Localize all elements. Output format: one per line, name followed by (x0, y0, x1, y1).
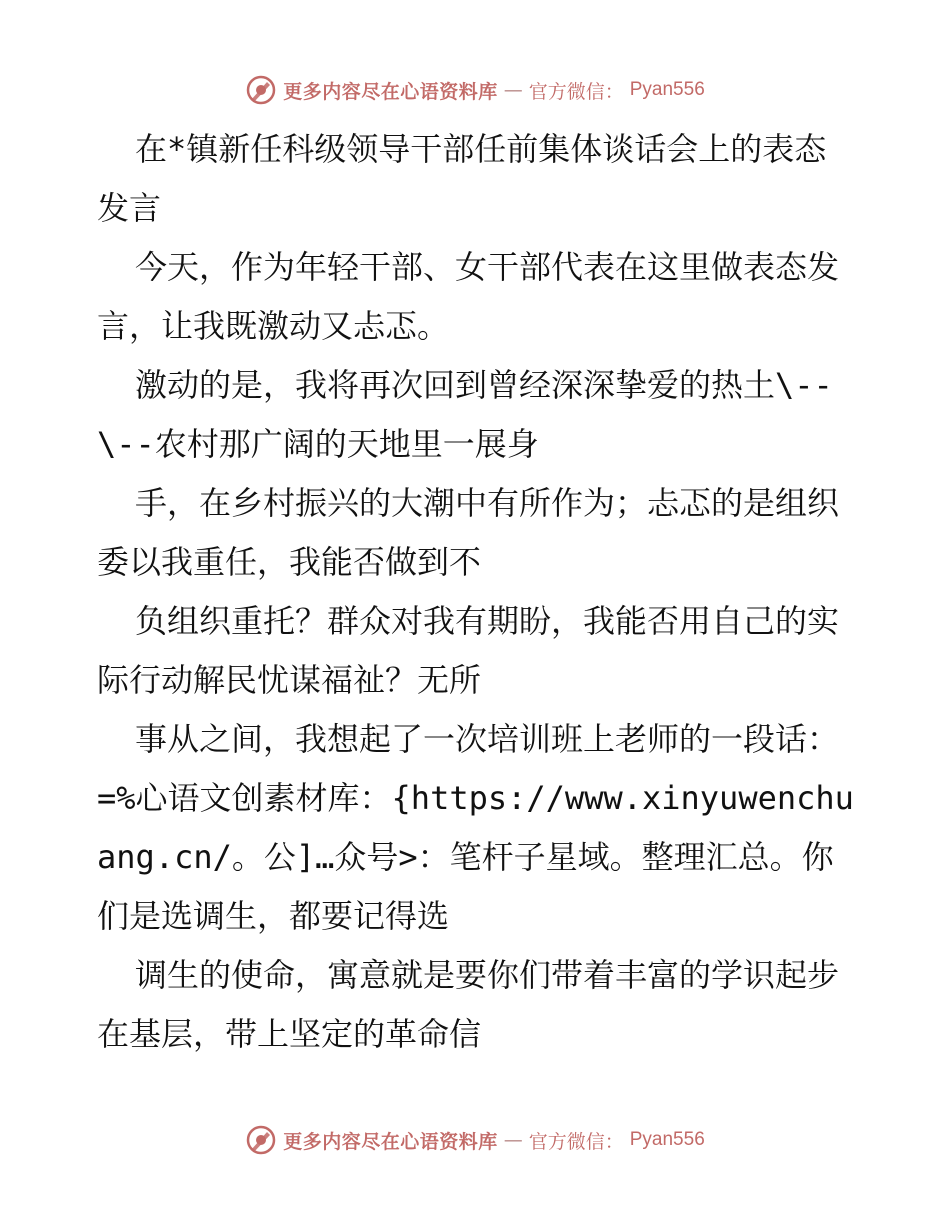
paragraph: 手，在乡村振兴的大潮中有所作为；忐忑的是组织委以我重任，我能否做到不 (97, 484, 840, 581)
footer-wechat-handle: Pyan556 (629, 1129, 705, 1150)
footer-separator: — (503, 1129, 523, 1151)
paragraph: 激动的是，我将再次回到曾经深深挚爱的热土\--\--农村那广阔的天地里一展身 (97, 366, 833, 463)
document-title: 在*镇新任科级领导干部任前集体谈话会上的表态发言 (97, 130, 827, 227)
paragraph: 负组织重托？群众对我有期盼，我能否用自己的实际行动解民忧谋福祉？无所 (97, 602, 840, 699)
footer-brand-text: 更多内容尽在心语资料库 (283, 1130, 498, 1153)
header-watermark (0, 70, 950, 110)
brand-logo-icon (245, 74, 277, 106)
header-wechat-label: 官方微信： (528, 80, 624, 103)
paragraph: 调生的使命，寓意就是要你们带着丰富的学识起步在基层，带上坚定的革命信 (97, 956, 840, 1053)
header-wechat-handle: Pyan556 (629, 79, 705, 100)
footer-watermark (0, 1120, 950, 1160)
header-separator: — (503, 79, 523, 101)
paragraph: 事从之间，我想起了一次培训班上老师的一段话：=%心语文创素材库：{https://www.xinyuwenchuang.cn/。公]…众号>：笔杆子星域。整理汇总。你们是选调生，都要记得选 (97, 720, 854, 935)
brand-logo-icon (245, 1124, 277, 1156)
header-brand-text: 更多内容尽在心语资料库 (283, 80, 498, 103)
footer-wechat-label: 官方微信： (528, 1130, 624, 1153)
document-body (97, 120, 857, 1064)
paragraph: 今天，作为年轻干部、女干部代表在这里做表态发言，让我既激动又忐忑。 (97, 248, 840, 345)
